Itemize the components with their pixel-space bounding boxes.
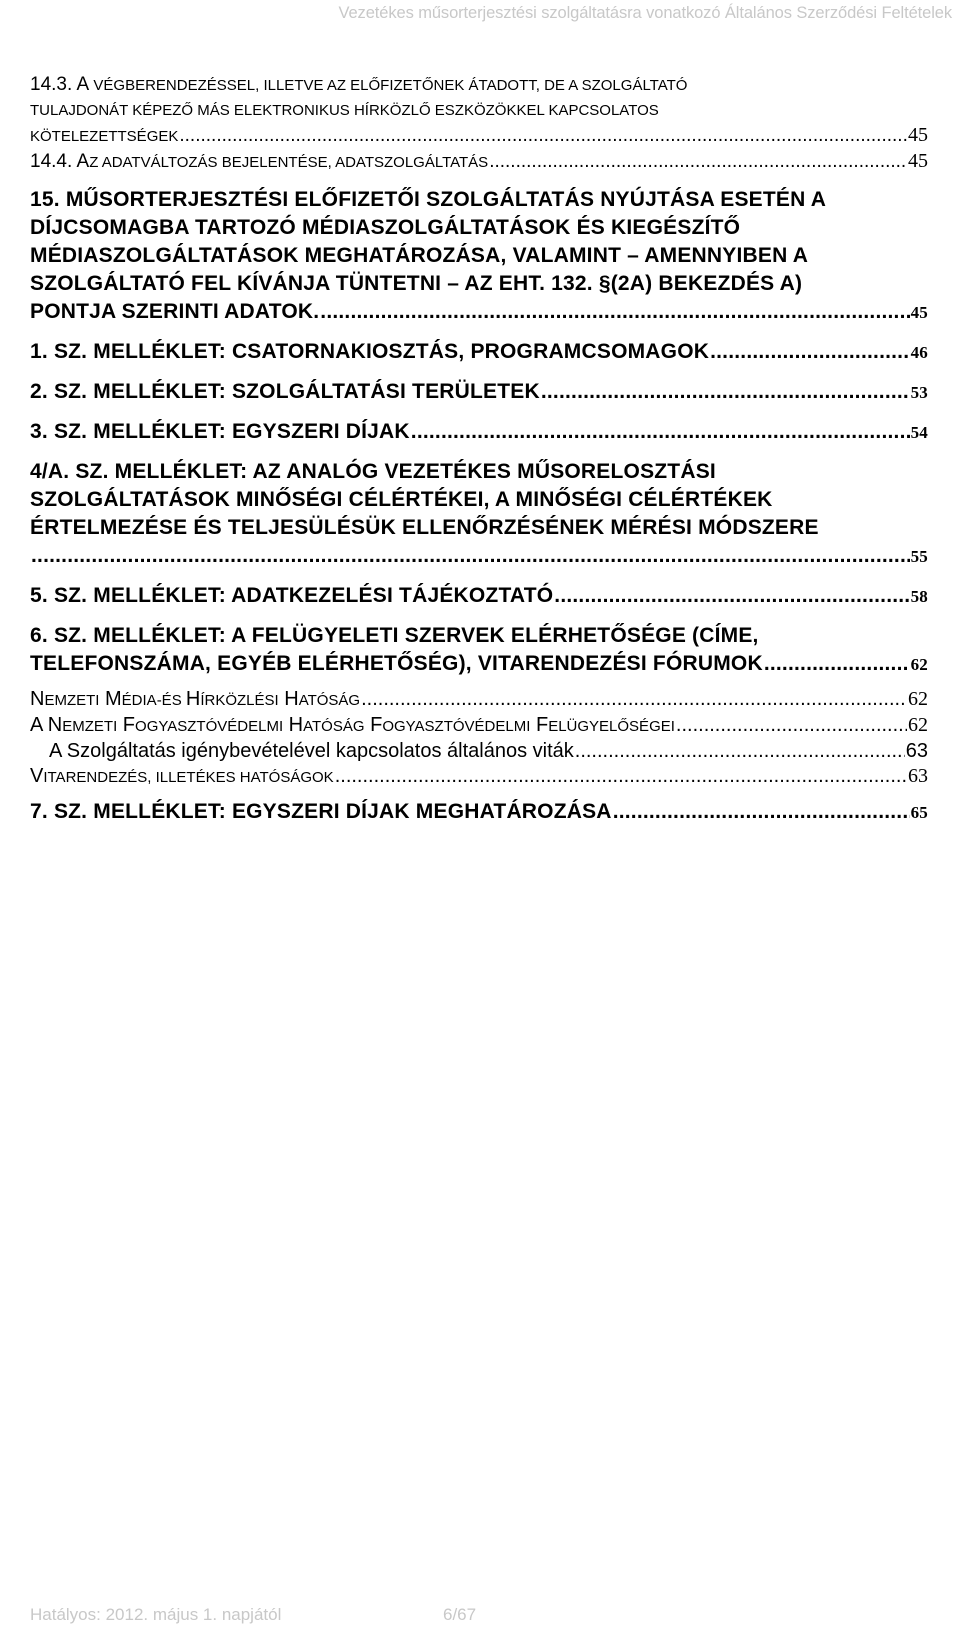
leader-dots	[411, 418, 910, 446]
leader-dots	[179, 123, 907, 148]
toc-text: 15. MŰSORTERJESZTÉSI ELŐFIZETŐI SZOLGÁLTATÁS NYÚJTÁSA ESETÉN A	[30, 188, 827, 211]
toc-text: 5. SZ. MELLÉKLET: ADATKEZELÉSI TÁJÉKOZTATÓ	[30, 584, 554, 607]
page-number: 45	[908, 150, 928, 172]
page-number: 55	[910, 547, 928, 566]
footer-effective-date: Hatályos: 2012. május 1. napjától	[30, 1605, 282, 1624]
page-number: 58	[910, 587, 928, 606]
leader-dots	[361, 687, 907, 712]
toc-entry-14-3-line2: TULAJDONÁT KÉPEZŐ MÁS ELEKTRONIKUS HÍRKÖZLŐ ESZKÖZÖKKEL KAPCSOLATOS	[30, 102, 659, 119]
page-number: 62	[910, 655, 928, 674]
toc-entry-annex-5[interactable]	[30, 582, 928, 611]
leader-dots	[575, 739, 905, 764]
toc-text: 4/A. SZ. MELLÉKLET: AZ ANALÓG VEZETÉKES MŰSORELOSZTÁSI	[30, 460, 716, 483]
toc-text: NEMZETI MÉDIA-ÉS HÍRKÖZLÉSI HATÓSÁG	[30, 688, 361, 710]
leader-dots	[320, 298, 909, 326]
page-number: 62	[908, 714, 928, 736]
page-number: 63	[905, 740, 928, 762]
toc-text: A Szolgáltatás igénybevételével kapcsolatos általános viták	[49, 740, 574, 762]
page-number: 45	[908, 124, 928, 146]
leader-dots	[613, 798, 910, 826]
toc-text: SZOLGÁLTATÓ FEL KÍVÁNJA TÜNTETNI – AZ EHT. 132. §(2A) BEKEZDÉS A)	[30, 272, 803, 295]
toc-text: PONTJA SZERINTI ADATOK.	[30, 300, 320, 323]
toc-entry-annex-3[interactable]	[30, 418, 928, 447]
toc-entry-14-3-line3	[30, 123, 928, 149]
toc-text: A NEMZETI FOGYASZTÓVÉDELMI HATÓSÁG FOGYASZTÓVÉDELMI FELÜGYELŐSÉGEI	[30, 714, 675, 736]
page-number: 53	[910, 383, 928, 402]
leader-dots	[676, 713, 907, 738]
toc-entry-14-3-line1	[30, 72, 928, 98]
toc-text: KÖTELEZETTSÉGEK	[30, 128, 179, 145]
page-number: 63	[908, 765, 928, 787]
page-number: 54	[910, 423, 928, 442]
toc-text: Z ADATVÁLTOZÁS BEJELENTÉSE, ADATSZOLGÁLTATÁS	[89, 154, 489, 171]
toc-text: A	[76, 74, 89, 95]
toc-text: SZOLGÁLTATÁSOK MINŐSÉGI CÉLÉRTÉKEI, A MINŐSÉGI CÉLÉRTÉKEK	[30, 488, 773, 511]
leader-dots	[31, 542, 910, 570]
leader-dots	[335, 764, 907, 789]
toc-entry-14-3[interactable]	[30, 72, 928, 149]
toc-text: VITARENDEZÉS, ILLETÉKES HATÓSÁGOK	[30, 765, 334, 787]
toc-text: 6. SZ. MELLÉKLET: A FELÜGYELETI SZERVEK ELÉRHETŐSÉGE (CÍME,	[30, 624, 759, 647]
running-header: Vezetékes műsorterjesztési szolgáltatásra vonatkozó Általános Szerződési Feltételek	[338, 4, 952, 22]
toc-entry-annex-7[interactable]	[30, 798, 928, 827]
toc-text: TELEFONSZÁMA, EGYÉB ELÉRHETŐSÉG), VITARENDEZÉSI FÓRUMOK	[30, 652, 763, 675]
leader-dots	[541, 378, 910, 406]
page-number: 62	[908, 688, 928, 710]
toc-text: 3. SZ. MELLÉKLET: EGYSZERI DÍJAK	[30, 420, 410, 443]
toc-entry-nfh[interactable]	[30, 713, 928, 739]
toc-text: 1. SZ. MELLÉKLET: CSATORNAKIOSZTÁS, PROGRAMCSOMAGOK	[30, 340, 710, 363]
toc-text: ÉRTELMEZÉSE ÉS TELJESÜLÉSÜK ELLENŐRZÉSÉNEK MÉRÉSI MÓDSZERE	[30, 516, 819, 539]
page-number: 46	[910, 343, 928, 362]
toc-number: 14.4.	[30, 151, 73, 172]
toc-text: A	[76, 151, 90, 172]
toc-entry-annex-2[interactable]	[30, 378, 928, 407]
toc-entry-annex-1[interactable]	[30, 338, 928, 367]
toc-entry-14-4[interactable]	[30, 149, 928, 175]
leader-dots	[554, 582, 909, 610]
toc-text	[30, 149, 488, 175]
toc-text: MÉDIASZOLGÁLTATÁSOK MEGHATÁROZÁSA, VALAMINT – AMENNYIBEN A	[30, 244, 809, 267]
toc-text: 7. SZ. MELLÉKLET: EGYSZERI DÍJAK MEGHATÁROZÁSA	[30, 800, 612, 823]
toc-text: 2. SZ. MELLÉKLET: SZOLGÁLTATÁSI TERÜLETEK	[30, 380, 540, 403]
toc-entry-disputes[interactable]	[30, 739, 928, 764]
toc-entry-annex-4a[interactable]	[30, 458, 928, 571]
table-of-contents	[30, 72, 928, 827]
toc-entry-dispute-resolution[interactable]	[30, 764, 928, 790]
toc-text: DÍJCSOMAGBA TARTOZÓ MÉDIASZOLGÁLTATÁSOK ÉS KIEGÉSZÍTŐ	[30, 216, 741, 239]
leader-dots	[489, 149, 907, 174]
leader-dots	[710, 338, 909, 366]
page-number: 65	[910, 803, 928, 822]
toc-entry-annex-6[interactable]	[30, 622, 928, 679]
toc-number: 14.3.	[30, 74, 73, 95]
toc-entry-nmhh[interactable]	[30, 687, 928, 713]
leader-dots	[764, 650, 910, 678]
page-number: 45	[910, 303, 928, 322]
toc-text: VÉGBERENDEZÉSSEL, ILLETVE AZ ELŐFIZETŐNEK ÁTADOTT, DE A SZOLGÁLTATÓ	[93, 77, 688, 94]
toc-entry-15[interactable]	[30, 186, 928, 327]
footer-page-number: 6/67	[443, 1605, 477, 1624]
